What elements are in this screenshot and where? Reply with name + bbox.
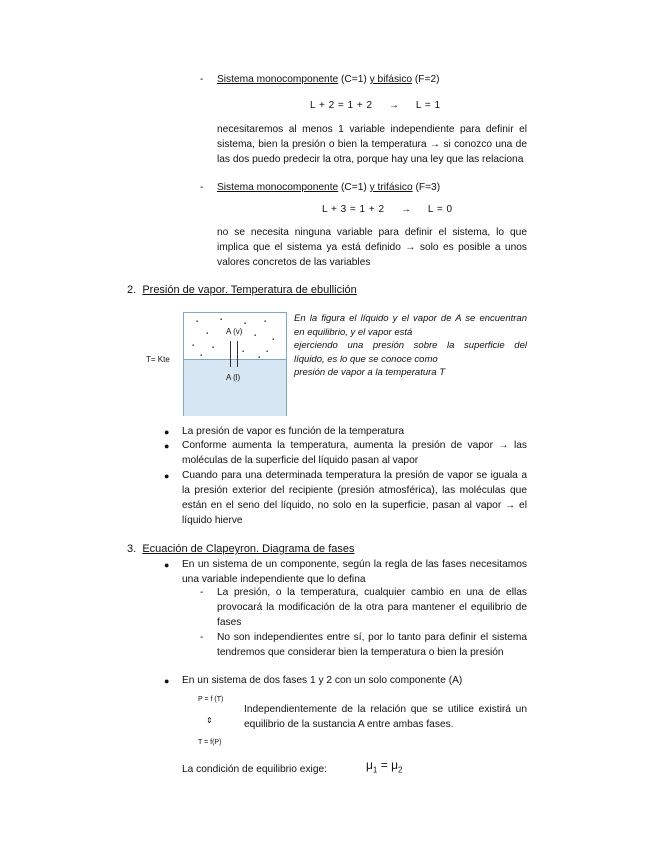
bullet-dot: ● [164,441,170,451]
equivalence-arrow: ⇕ [206,716,213,725]
section-2-heading: 2. Presión de vapor. Temperatura de ebullición [127,284,357,296]
vapor-label: A (v) [226,327,243,336]
equation-2: L + 3 = 1 + 2 → L = 0 [322,204,453,215]
chemical-potential-equation: $\mu_1 = \mu_2$ [366,758,403,775]
arrow-down-line [237,341,238,367]
list-item-monocomponent-biphasic: Sistema monocomponente (C=1) y bifásico (F=2) [217,74,440,85]
vessel-figure: ▪ ▪ ▪ ▪ ▪ ▪ ▪ ▪ ▪ ▪ ▪ ▪ ▪ A (v) A (l) [183,312,287,416]
bullet-boiling: Cuando para una determinada temperatura la presión de vapor se iguala a la presión exterior del recipiente (presión atmosférica), las moléculas que están en el seno del líquido, no solo en la superficie, pasan al vapor → el líquido hierve [182,470,527,526]
equation-1: L + 2 = 1 + 2 → L = 1 [310,100,441,111]
liquid-label: A (l) [226,373,241,382]
section-3-heading: 3. Ecuación de Clapeyron. Diagrama de fases [127,543,355,555]
independence-text: Independientemente de la relación que se utilice existirá un equilibrio de la sustancia A entre ambas fases. [244,704,527,730]
list-item-monocomponent-triphasic: Sistema monocomponente (C=1) y trifásico (F=3) [217,182,441,193]
temperature-constant-label: T= Kte [146,355,170,364]
figure-caption: En la figura el líquido y el vapor de A se encuentran en equilibrio, y el vapor está ejerciendo una presión sobre la superficie del líquido, es lo que se conoce como presión de vapor a la temperatura T [294,313,527,378]
paragraph-no-variable: no se necesita ninguna variable para definir el sistema, lo que implica que el sistema ya está definido → solo es posible a unos valores concretos de las variables [217,227,527,268]
bullet-temperature-increase: Conforme aumenta la temperatura, aumenta la presión de vapor → las moléculas de la superficie del líquido pasan al vapor [182,440,527,466]
p-function-of-t: P = f (T) [198,696,224,703]
list-dash: - [200,74,204,85]
equilibrium-condition-label: La condición de equilibrio exige: [182,764,327,775]
list-dash: - [200,182,204,193]
t-function-of-p: T = f(P) [198,739,222,746]
sub-pressure-temperature: La presión, o la temperatura, cualquier cambio en una de ellas provocará la modificación de la otra para mantener el equilibrio de fases [217,587,527,628]
list-dash: - [200,632,204,643]
paragraph-one-variable: necesitaremos al menos 1 variable independiente para definir el sistema, bien la presión o bien la temperatura → si conozco una de las dos puedo predecir la otra, porque hay una ley que las relaciona [217,124,527,165]
bullet-one-component: En un sistema de un componente, según la regla de las fases necesitamos una variable independiente que lo defina [182,559,527,585]
bullet-dot: ● [164,560,170,570]
bullet-dot: ● [164,471,170,481]
bullet-vapor-pressure-function: La presión de vapor es función de la temperatura [182,426,405,437]
arrow-up-line [230,341,231,367]
sub-not-independent: No son independientes entre sí, por lo tanto para definir el sistema tendremos que considerar bien la temperatura o bien la presión [217,632,527,658]
bullet-dot: ● [164,427,170,437]
liquid-region [184,359,286,416]
bullet-dot: ● [164,676,170,686]
list-dash: - [200,587,204,598]
bullet-two-phases: En un sistema de dos fases 1 y 2 con un solo componente (A) [182,675,463,686]
